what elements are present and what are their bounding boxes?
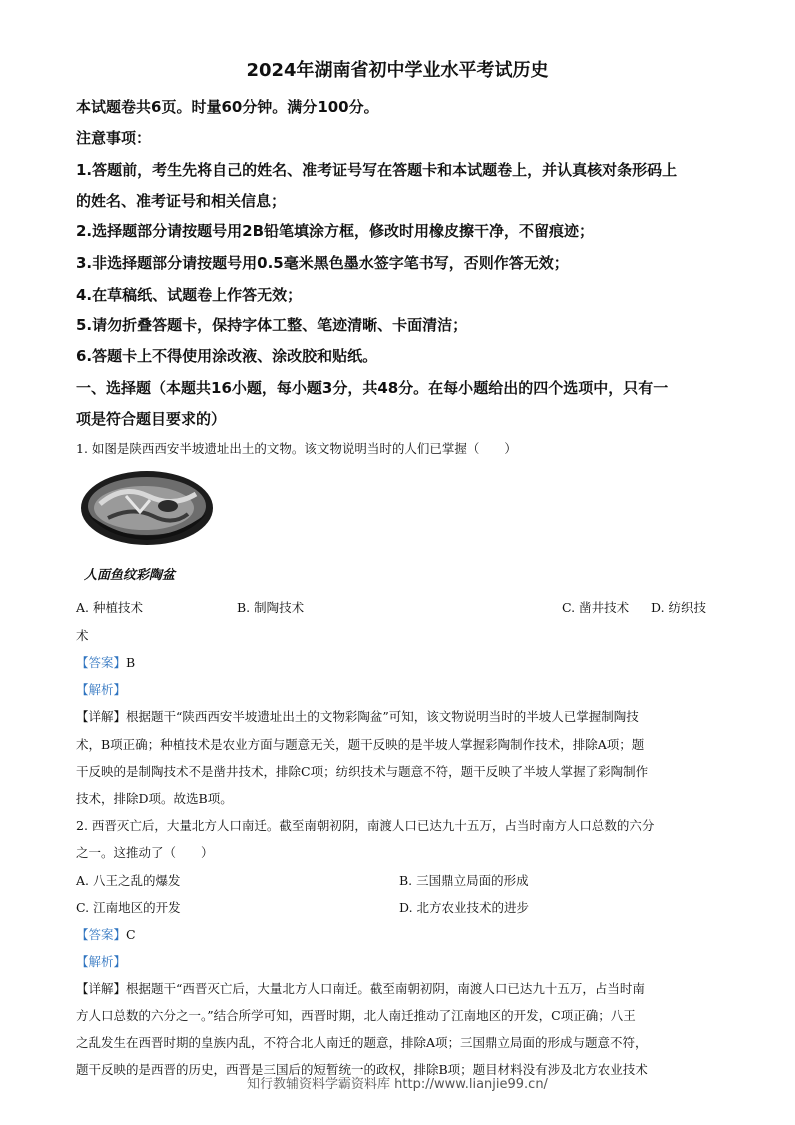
q2-answer bbox=[76, 925, 136, 943]
note-line: 2.选择题部分请按题号用2B铅笔填涂方框，修改时用橡皮擦干净，不留痕迹； bbox=[76, 222, 595, 240]
detail-tag: 【详解】 bbox=[76, 981, 127, 996]
pottery-basin-image bbox=[78, 466, 216, 566]
q1-option-b: B. 制陶技术 bbox=[237, 600, 305, 615]
q1-option-d-wrap: 术 bbox=[76, 628, 89, 643]
footer-watermark: 知行教辅资料学霸资料库 http://www.lianjie99.cn/ bbox=[247, 1077, 548, 1092]
answer-value: C bbox=[126, 927, 136, 942]
page-title: 2024年湖南省初中学业水平考试历史 bbox=[246, 60, 549, 81]
q1-option-d: D. 纺织技 bbox=[651, 600, 707, 615]
detail-tag: 【详解】 bbox=[76, 709, 127, 724]
q1-option-a: A. 种植技术 bbox=[76, 600, 143, 615]
note-line: 3.非选择题部分请按题号用0.5毫米黑色墨水签字笔书写，否则作答无效； bbox=[76, 254, 569, 272]
answer-tag: 【答案】 bbox=[76, 927, 127, 942]
section-heading: 一、选择题（本题共16小题，每小题3分，共48分。在每小题给出的四个选项中，只有一 bbox=[76, 379, 669, 397]
note-line: 6.答题卡上不得使用涂改液、涂改胶和贴纸。 bbox=[76, 347, 378, 365]
section-heading: 项是符合题目要求的） bbox=[76, 410, 227, 428]
detail-text: 根据题干“西晋灭亡后，大量北方人口南迁。截至南朝初阴，南渡人口已达九十五万，占当时南 bbox=[126, 981, 645, 996]
analysis-tag: 【解析】 bbox=[76, 682, 127, 697]
q1-analysis-tag bbox=[76, 680, 126, 698]
q1-option-c: C. 凿井技术 bbox=[562, 600, 630, 615]
q1-detail-line: 技术，排除D项。故选B项。 bbox=[76, 791, 233, 806]
q1-answer bbox=[76, 653, 135, 671]
q2-detail-line: 题干反映的是西晋的历史，西晋是三国后的短暂统一的政权，排除B项；题目材料没有涉及北方农业技术 bbox=[76, 1062, 648, 1077]
figure-caption: 人面鱼纹彩陶盆 bbox=[84, 568, 176, 583]
notes-heading: 注意事项： bbox=[76, 129, 152, 147]
note-line: 5.请勿折叠答题卡，保持字体工整、笔迹清晰、卡面清洁； bbox=[76, 316, 468, 334]
exam-intro: 本试题卷共6页。时量60分钟。满分100分。 bbox=[76, 98, 379, 116]
note-line: 的姓名、准考证号和相关信息； bbox=[76, 192, 287, 210]
q2-option-b: B. 三国鼎立局面的形成 bbox=[399, 873, 529, 888]
question-2-stem: 之一。这推动了（ ） bbox=[76, 845, 214, 860]
q1-detail-line: 干反映的是制陶技术不是凿井技术，排除C项；纺织技术与题意不符，题干反映了半坡人掌握了彩陶制作 bbox=[76, 764, 649, 779]
q2-option-d: D. 北方农业技术的进步 bbox=[399, 900, 530, 915]
q2-detail-line: 之乱发生在西晋时期的皇族内乱，不符合北人南迁的题意，排除A项；三国鼎立局面的形成与题意不符， bbox=[76, 1035, 648, 1050]
question-2-stem: 2. 西晋灭亡后，大量北方人口南迁。截至南朝初阴，南渡人口已达九十五万，占当时南方人口总数的六分 bbox=[76, 818, 655, 833]
q2-option-a: A. 八王之乱的爆发 bbox=[76, 873, 181, 888]
question-1-stem: 1. 如图是陕西西安半坡遗址出土的文物。该文物说明当时的人们已掌握（ ） bbox=[76, 441, 517, 456]
q2-analysis-tag bbox=[76, 952, 126, 970]
answer-value: B bbox=[126, 655, 136, 670]
q2-option-c: C. 江南地区的开发 bbox=[76, 900, 181, 915]
analysis-tag: 【解析】 bbox=[76, 954, 127, 969]
q1-detail-line: 术，B项正确；种植技术是农业方面与题意无关，题干反映的是半坡人掌握彩陶制作技术，排除A项；题 bbox=[76, 737, 645, 752]
q1-detail-line bbox=[76, 707, 639, 725]
detail-text: 根据题干“陕西西安半坡遗址出土的文物彩陶盆”可知，该文物说明当时的半坡人已掌握制陶技 bbox=[126, 709, 639, 724]
answer-tag: 【答案】 bbox=[76, 655, 127, 670]
note-line: 4.在草稿纸、试题卷上作答无效； bbox=[76, 286, 303, 304]
note-line: 1.答题前，考生先将自己的姓名、准考证号写在答题卡和本试题卷上，并认真核对条形码上 bbox=[76, 161, 678, 179]
q2-detail-line: 方人口总数的六分之一。”结合所学可知，西晋时期，北人南迁推动了江南地区的开发，C项正确；八王 bbox=[76, 1008, 636, 1023]
q2-detail-line bbox=[76, 979, 645, 997]
